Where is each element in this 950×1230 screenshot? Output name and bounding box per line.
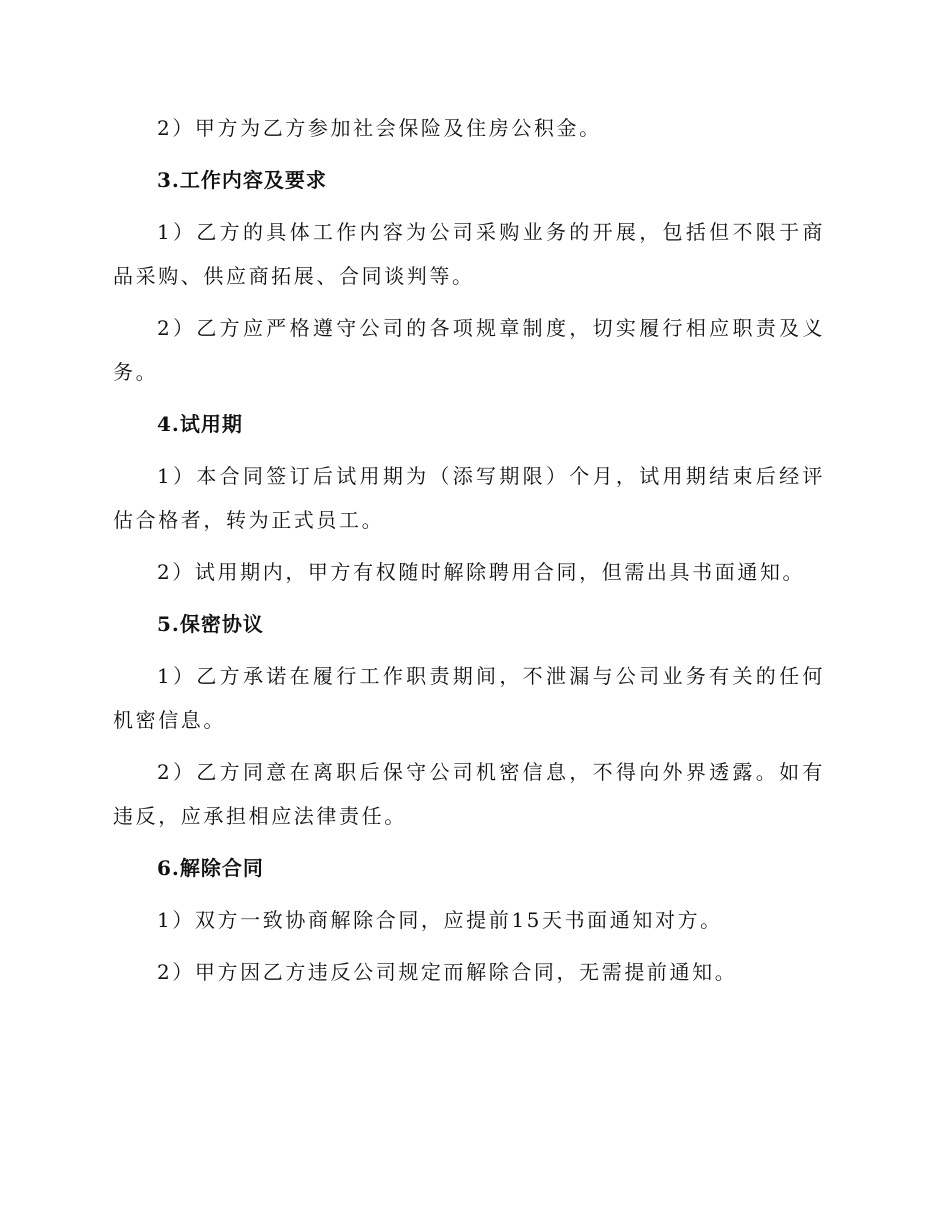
heading-confidentiality: 5.保密协议	[157, 612, 264, 636]
document-body	[113, 106, 825, 1002]
heading-probation: 4.试用期	[157, 412, 243, 436]
paragraph-termination-2: 2）甲方因乙方违反公司规定而解除合同，无需提前通知。	[157, 960, 738, 984]
paragraph-confidentiality-1: 1）乙方承诺在履行工作职责期间，不泄漏与公司业务有关的任何机密信息。	[113, 664, 825, 732]
paragraph-probation-1: 1）本合同签订后试用期为（添写期限）个月，试用期结束后经评估合格者，转为正式员工。	[113, 464, 825, 532]
paragraph-work-content-2: 2）乙方应严格遵守公司的各项规章制度，切实履行相应职责及义务。	[113, 316, 825, 384]
paragraph-work-content-1: 1）乙方的具体工作内容为公司采购业务的开展，包括但不限于商品采购、供应商拓展、合同谈判等。	[113, 220, 825, 288]
paragraph-confidentiality-2: 2）乙方同意在离职后保守公司机密信息，不得向外界透露。如有违反，应承担相应法律责任。	[113, 760, 825, 828]
paragraph-termination-1: 1）双方一致协商解除合同，应提前15天书面通知对方。	[157, 908, 723, 932]
paragraph-probation-2: 2）试用期内，甲方有权随时解除聘用合同，但需出具书面通知。	[157, 560, 806, 584]
paragraph-social-insurance: 2）甲方为乙方参加社会保险及住房公积金。	[157, 116, 602, 140]
heading-termination: 6.解除合同	[157, 856, 264, 880]
heading-work-content: 3.工作内容及要求	[157, 168, 327, 192]
